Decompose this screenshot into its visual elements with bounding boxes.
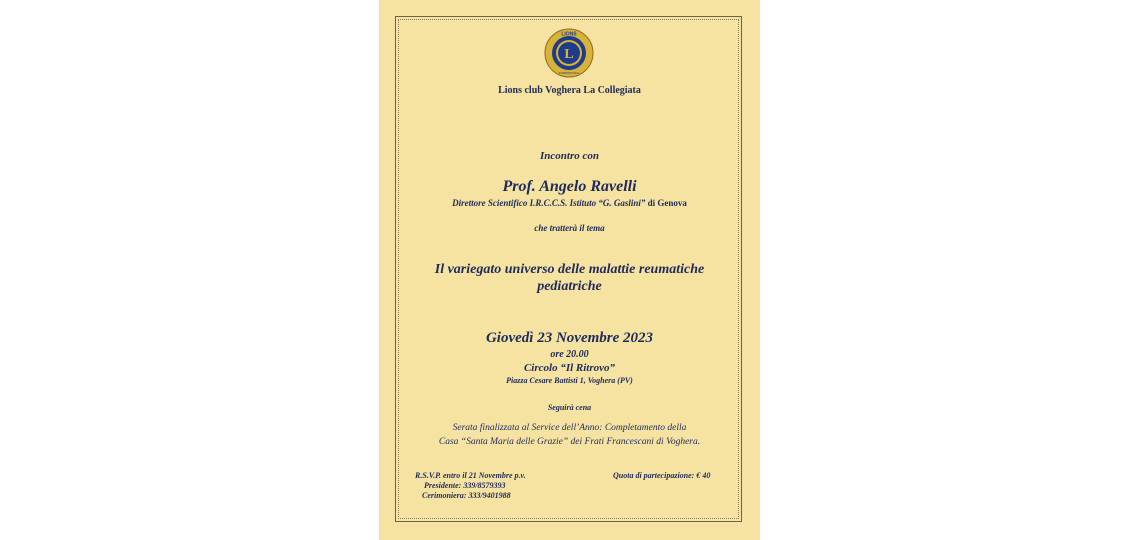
topic-title-line2: pediatriche	[537, 279, 602, 294]
logo-text-bottom: INTERNATIONAL	[558, 72, 580, 75]
speaker-role-city: di Genova	[647, 198, 687, 208]
club-name: Lions club Voghera La Collegiata	[498, 85, 641, 96]
rsvp-deadline: R.S.V.P. entro il 21 Novembre p.v.	[415, 471, 526, 480]
lions-logo	[544, 28, 594, 78]
speaker-name: Prof. Angelo Ravelli	[502, 178, 637, 195]
participation-fee: Quota di partecipazione: € 40	[613, 471, 711, 480]
service-line-1: Serata finalizzata al Service dell’Anno: Completamento della	[452, 423, 687, 433]
event-address: Piazza Cesare Battisti 1, Voghera (PV)	[506, 376, 633, 385]
rsvp-president: Presidente: 339/8579393	[424, 481, 506, 490]
rsvp-cerimoniera: Cerimoniera: 333/9401988	[422, 491, 511, 500]
topic-title-line1: Il variegato universo delle malattie reumatiche	[434, 262, 705, 277]
topic-intro: che tratterà il tema	[534, 223, 605, 233]
dinner-note: Seguirà cena	[547, 403, 592, 412]
speaker-role	[379, 198, 760, 208]
invitation-card	[379, 0, 760, 540]
logo-text-top: LIONS	[561, 31, 577, 38]
event-date: Giovedì 23 Novembre 2023	[485, 330, 654, 346]
intro-text: Incontro con	[540, 150, 599, 162]
logo-letter: L	[564, 47, 574, 62]
event-venue: Circolo “Il Ritrovo”	[523, 362, 616, 374]
speaker-role-main: Direttore Scientifico I.R.C.C.S. Istituto “G. Gaslini”	[452, 198, 646, 208]
service-line-2: Casa “Santa Maria delle Grazie” dei Frati Francescani di Voghera.	[438, 437, 701, 447]
event-time: ore 20.00	[550, 349, 589, 360]
